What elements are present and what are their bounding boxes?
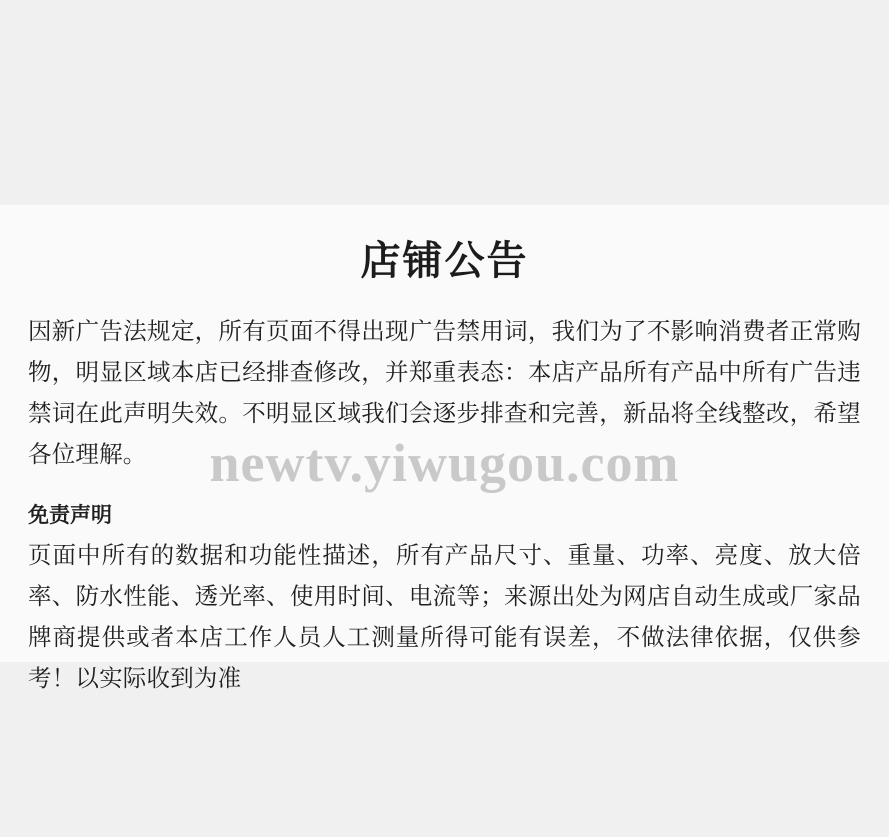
page-title: 店铺公告 [360,239,529,283]
disclaimer-heading: 免责声明 [28,504,112,527]
watermark-text: newtv.yiwugou.com [209,433,680,493]
top-background-band [0,0,889,205]
disclaimer-paragraph: 页面中所有的数据和功能性描述，所有产品尺寸、重量、功率、亮度、放大倍率、防水性能、透光率、使用时间、电流等；来源出处为网店自动生成或厂家品牌商提供或者本店工作人员人工测量所得可能有误差，不做法律依据，仅供参考！以实际收到为准 [28,542,861,691]
notice-paragraph: 因新广告法规定，所有页面不得出现广告禁用词，我们为了不影响消费者正常购物，明显区域本店已经排查修改，并郑重表态：本店产品所有产品中所有广告违禁词在此声明失效。不明显区域我们会逐步排查和完善，新品将全线整改，希望各位理解。 [28,318,861,467]
store-notice-card [0,205,889,691]
